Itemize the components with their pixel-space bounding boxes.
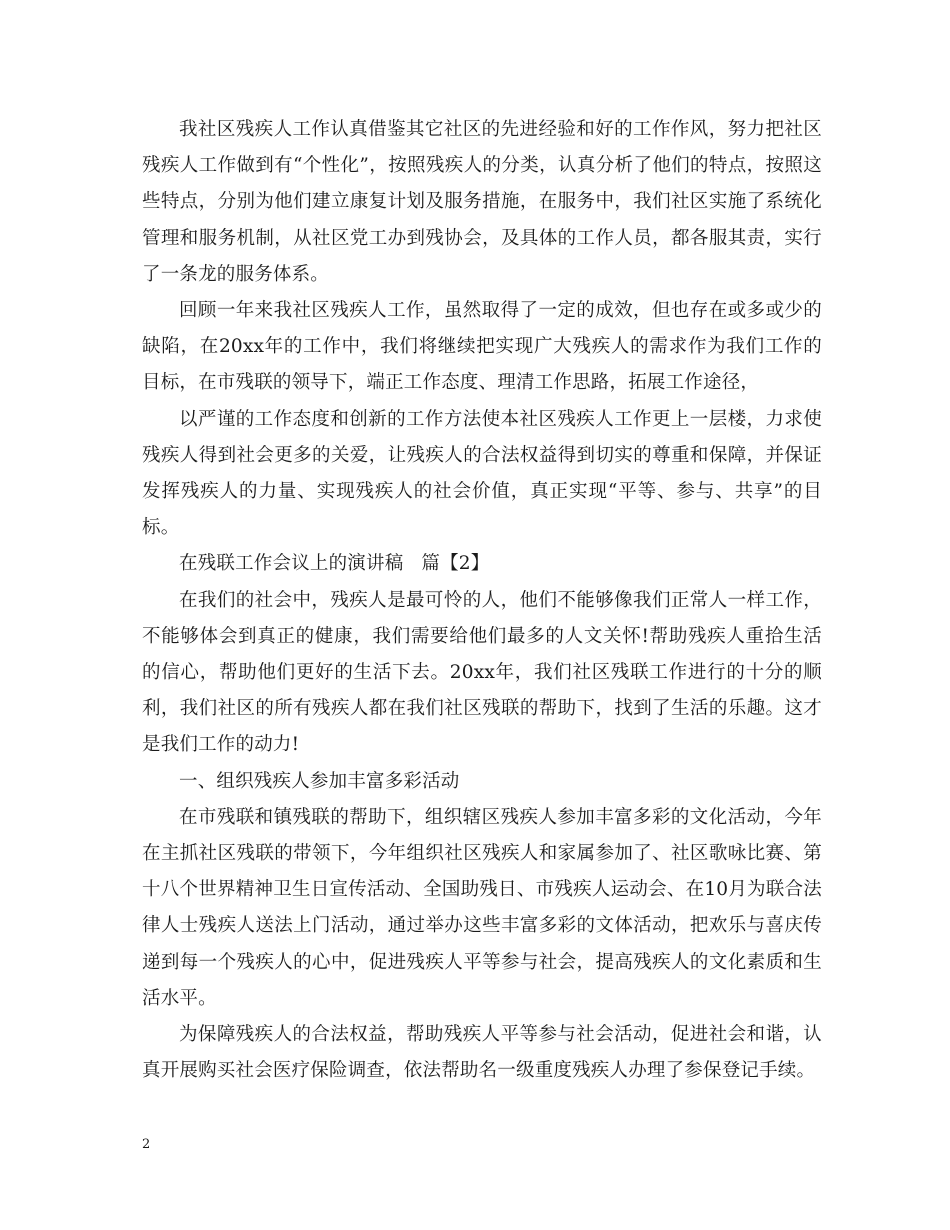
document-body bbox=[142, 112, 822, 1089]
subheading: 一、组织残疾人参加丰富多彩活动 bbox=[179, 770, 460, 792]
body-paragraph: 以严谨的工作态度和创新的工作方法使本社区残疾人工作更上一层楼，力求使残疾人得到社会更多的关爱，让残疾人的合法权益得到切实的尊重和保障，并保证发挥残疾人的力量、实现残疾人的社会价值，真正实现“平等、参与、共享”的目标。 bbox=[142, 408, 822, 539]
body-paragraph: 为保障残疾人的合法权益，帮助残疾人平等参与社会活动，促进社会和谐，认真开展购买社会医疗保险调查，依法帮助名一级重度残疾人办理了参保登记手续。 bbox=[142, 1024, 822, 1082]
section-title bbox=[142, 546, 822, 582]
body-paragraph: 我社区残疾人工作认真借鉴其它社区的先进经验和好的工作作风，努力把社区残疾人工作做到有“个性化”，按照残疾人的分类，认真分析了他们的特点，按照这些特点，分别为他们建立康复计划及服务措施，在服务中，我们社区实施了系统化管理和服务机制，从社区党工办到残协会，及具体的工作人员，都各服其责，实行了一条龙的服务体系。 bbox=[142, 119, 822, 285]
section-title-suffix: 篇【2】 bbox=[421, 553, 490, 575]
page-number: 2 bbox=[142, 1137, 151, 1152]
section-title-text: 在残联工作会议上的演讲稿 bbox=[179, 553, 404, 575]
body-paragraph: 回顾一年来我社区残疾人工作，虽然取得了一定的成效，但也存在或多或少的缺陷，在20xx年的工作中，我们将继续把实现广大残疾人的需求作为我们工作的目标，在市残联的领导下，端正工作态度、理清工作思路，拓展工作途径， bbox=[142, 300, 822, 394]
body-paragraph: 在我们的社会中，残疾人是最可怜的人，他们不能够像我们正常人一样工作，不能够体会到真正的健康，我们需要给他们最多的人文关怀!帮助残疾人重拾生活的信心，帮助他们更好的生活下去。20xx年，我们社区残联工作进行的十分的顺利，我们社区的所有残疾人都在我们社区残联的帮助下，找到了生活的乐趣。这才是我们工作的动力! bbox=[142, 589, 822, 756]
body-paragraph: 在市残联和镇残联的帮助下，组织辖区残疾人参加丰富多彩的文化活动，今年在主抓社区残联的带领下，今年组织社区残疾人和家属参加了、社区歌咏比赛、第十八个世界精神卫生日宣传活动、全国助残日、市残疾人运动会、在10月为联合法律人士残疾人送法上门活动，通过举办这些丰富多彩的文体活动，把欢乐与喜庆传递到每一个残疾人的心中，促进残疾人平等参与社会，提高残疾人的文化素质和生活水平。 bbox=[142, 806, 822, 1009]
